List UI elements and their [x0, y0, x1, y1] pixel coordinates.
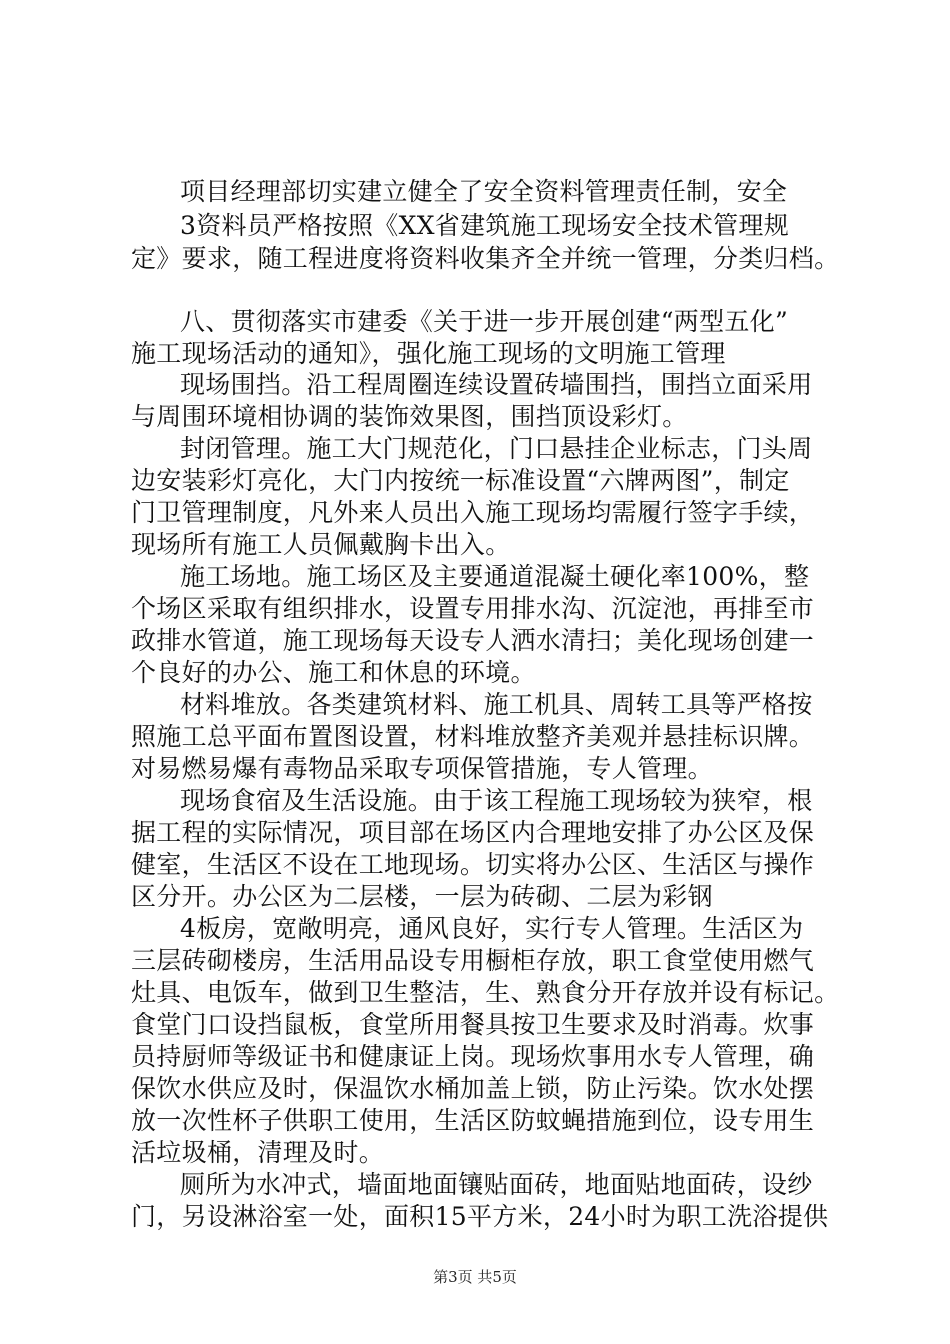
text-line: 灶具、电饭车，做到卫生整洁，生、熟食分开存放并设有标记。	[131, 978, 840, 1007]
page-number: 第3页 共5页	[433, 1268, 517, 1286]
text-line: 政排水管道，施工现场每天设专人洒水清扫；美化现场创建一	[131, 626, 815, 655]
text-line: 4板房，宽敞明亮，通风良好，实行专人管理。生活区为	[180, 914, 804, 943]
text-line: 食堂门口设挡鼠板，食堂所用餐具按卫生要求及时消毒。炊事	[131, 1010, 815, 1039]
text-line: 据工程的实际情况，项目部在场区内合理地安排了办公区及保	[131, 818, 815, 847]
text-line: 员持厨师等级证书和健康证上岗。现场炊事用水专人管理，确	[131, 1042, 815, 1071]
text-line: 个场区采取有组织排水，设置专用排水沟、沉淀池，再排至市	[131, 594, 815, 623]
text-line: 门，另设淋浴室一处，面积15平方米，24小时为职工洗浴提供	[131, 1202, 829, 1231]
text-line: 项目经理部切实建立健全了安全资料管理责任制，安全	[180, 177, 788, 206]
text-line: 保饮水供应及时，保温饮水桶加盖上锁，防止污染。饮水处摆	[131, 1074, 815, 1103]
text-line: 门卫管理制度，凡外来人员出入施工现场均需履行签字手续，	[131, 498, 815, 527]
text-line: 三层砖砌楼房，生活用品设专用橱柜存放，职工食堂使用燃气	[131, 946, 815, 975]
text-line: 厕所为水冲式，墙面地面镶贴面砖，地面贴地面砖，设纱	[180, 1170, 813, 1199]
text-line: 封闭管理。施工大门规范化，门口悬挂企业标志，门头周	[180, 434, 813, 463]
text-line: 现场食宿及生活设施。由于该工程施工现场较为狭窄，根	[180, 786, 813, 815]
text-line: 现场围挡。沿工程周圈连续设置砖墙围挡，围挡立面采用	[180, 370, 813, 399]
text-line: 照施工总平面布置图设置，材料堆放整齐美观并悬挂标识牌。	[131, 722, 815, 751]
section-heading: 施工现场活动的通知》，强化施工现场的文明施工管理	[131, 339, 726, 368]
text-line: 个良好的办公、施工和休息的环境。	[131, 658, 536, 687]
text-line: 现场所有施工人员佩戴胸卡出入。	[131, 530, 511, 559]
text-line: 材料堆放。各类建筑材料、施工机具、周转工具等严格按	[180, 690, 813, 719]
text-line: 健室，生活区不设在工地现场。切实将办公区、生活区与操作	[131, 850, 815, 879]
text-line: 边安装彩灯亮化，大门内按统一标准设置“六牌两图”，制定	[131, 466, 790, 495]
text-line: 施工场地。施工场区及主要通道混凝土硬化率100%，整	[180, 562, 810, 591]
text-line: 与周围环境相协调的装饰效果图，围挡顶设彩灯。	[131, 402, 688, 431]
text-line: 定》要求，随工程进度将资料收集齐全并统一管理，分类归档。	[131, 244, 840, 273]
text-line: 活垃圾桶，清理及时。	[131, 1138, 385, 1167]
text-line: 放一次性杯子供职工使用，生活区防蚊蝇措施到位，设专用生	[131, 1106, 815, 1135]
text-line: 区分开。办公区为二层楼，一层为砖砌、二层为彩钢	[131, 882, 713, 911]
section-heading: 八、贯彻落实市建委《关于进一步开展创建“两型五化”	[180, 307, 789, 336]
text-line: 对易燃易爆有毒物品采取专项保管措施，专人管理。	[131, 754, 713, 783]
text-line: 3资料员严格按照《XX省建筑施工现场安全技术管理规	[180, 211, 790, 240]
